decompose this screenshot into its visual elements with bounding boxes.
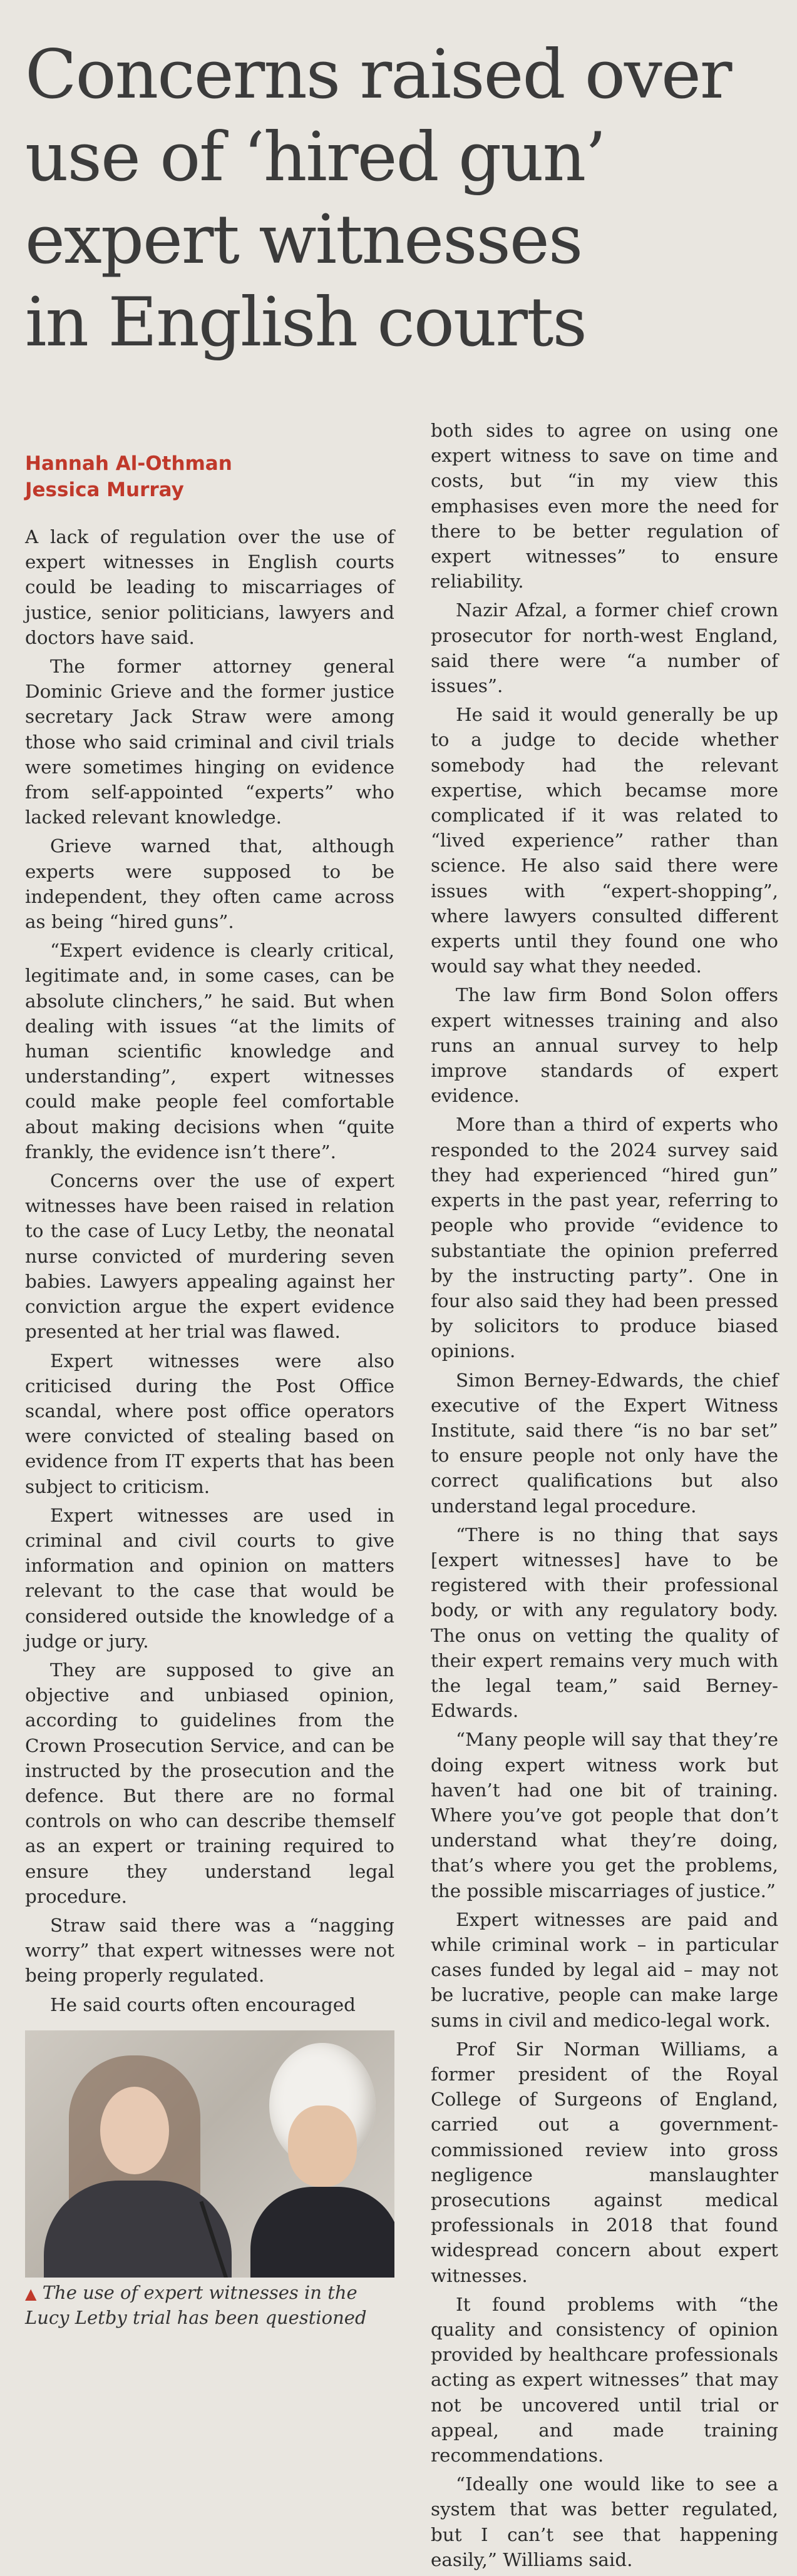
article-paragraph: The law firm Bond Solon offers expert witnesses training and also runs an annual survey to help improve standards of expert evidence. — [431, 984, 778, 1107]
headline — [25, 34, 779, 364]
article-column-right — [431, 418, 778, 2576]
article-paragraph: Nazir Afzal, a former chief crown prosecutor for north-west England, said there were “a number of issues”. — [431, 599, 778, 697]
article-paragraph: “Ideally one would like to see a system that was better regulated, but I can’t see that happening easily,” Williams said. — [431, 2473, 778, 2570]
article-paragraph: Expert witnesses are paid and while criminal work – in particular cases funded by legal aid – may not be lucrative, people can make large sums in civil and medico-legal work. — [431, 1908, 778, 2031]
article-paragraph: “Expert evidence is clearly critical, legitimate and, in some cases, can be absolute clinchers,” he said. But when dealing with issues “at the limits of human scientific knowledge and understanding”, expert witnesses could make people feel comfortable about making decisions when “quite frankly, the evidence isn’t there”. — [25, 940, 394, 1163]
court-sketch-image — [25, 2030, 394, 2278]
article-paragraph: Simon Berney-Edwards, the chief executive of the Expert Witness Institute, said there “is no bar set” to ensure people not only have the correct qualifications but also understand legal procedure. — [431, 1369, 778, 1517]
article-paragraph: Straw said there was a “nagging worry” that expert witnesses were not being properly regulated. — [25, 1914, 394, 1987]
headline-line: use of ‘hired gun’ — [25, 118, 605, 196]
article-paragraph: The former attorney general Dominic Grieve and the former justice secretary Jack Straw were among those who said criminal and civil trials were sometimes hinging on evidence from self-appointed “experts” who lacked relevant knowledge. — [25, 656, 394, 828]
headline-line: Concerns raised over — [25, 36, 731, 114]
article-paragraph: Grieve warned that, although experts were supposed to be independent, they often came across as being “hired guns”. — [25, 835, 394, 933]
article-paragraph: Prof Sir Norman Williams, a former president of the Royal College of Surgeons of England, carried out a government-commissioned review into gross negligence manslaughter prosecutions against medical professionals in 2018 that found widespread concern about expert witnesses. — [431, 2038, 778, 2286]
article-paragraph: They are supposed to give an objective and unbiased opinion, according to guidelines from the Crown Prosecution Service, and can be instructed by the prosecution and the defence. But there are no formal controls on who can describe themself as an expert or training required to ensure they understand legal procedure. — [25, 1659, 394, 1907]
byline — [25, 451, 394, 503]
caption-text: The use of expert witnesses in the Lucy Letby trial has been questioned — [25, 2282, 367, 2328]
author-name: Hannah Al-Othman — [25, 452, 232, 475]
sketch-judge-robe — [250, 2187, 394, 2278]
sketch-figure-face — [100, 2087, 169, 2174]
article-paragraph: “There is no thing that says [expert witnesses] have to be registered with their professional body, or with any regulatory body. The onus on vetting the quality of their expert remains very much with the legal team,” said Berney-Edwards. — [431, 1524, 778, 1722]
article-paragraph: Expert witnesses were also criticised during the Post Office scandal, where post office operators were convicted of stealing based on evidence from IT experts that has been subject to criticism. — [25, 1350, 394, 1497]
article-paragraph: More than a third of experts who responded to the 2024 survey said they had experienced “hired gun” experts in the past year, referring to people who provide “evidence to substantiate the opinion preferred by the instructing party”. One in four also said they had been pressed by solicitors to produce biased opinions. — [431, 1114, 778, 1362]
headline-line: expert witnesses — [25, 201, 582, 279]
sketch-judge-face — [288, 2105, 357, 2187]
article-paragraph: Expert witnesses are used in criminal and civil courts to give information and opinion on matters relevant to the case that would be considered outside the knowledge of a judge or jury. — [25, 1504, 394, 1652]
article-paragraph: both sides to agree on using one expert witness to save on time and costs, but “in my view this emphasises even more the need for there to be better regulation of expert witnesses” to ensure reliability. — [431, 420, 778, 593]
headline-line: in English courts — [25, 283, 586, 362]
article-paragraph: It found problems with “the quality and consistency of opinion provided by healthcare professionals acting as expert witnesses” that may not be uncovered until trial or appeal, and made training recommendations. — [431, 2293, 778, 2467]
caption-triangle-icon: ▲ — [25, 2285, 37, 2303]
article-paragraph: He said it would generally be up to a judge to decide whether somebody had the relevant expertise, which becamse more complicated if it was related to “lived experience” rather than science. He also said there were issues with “expert-shopping”, where lawyers consulted different experts until they found one who would say what they needed. — [431, 704, 778, 977]
image-caption — [25, 2281, 394, 2329]
article-paragraph: A lack of regulation over the use of expert witnesses in English courts could be leading to miscarriages of justice, senior politicians, lawyers and doctors have said. — [25, 526, 394, 648]
article-paragraph: Concerns over the use of expert witnesses have been raised in relation to the case of Lucy Letby, the neonatal nurse convicted of murdering seven babies. Lawyers appealing against her conviction argue the expert evidence presented at her trial was flawed. — [25, 1170, 394, 1343]
article-column-left — [25, 451, 394, 2021]
article-paragraph: “Many people will say that they’re doing expert witness work but haven’t had one bit of training. Where you’ve got people that don’t understand what they’re doing, that’s where you get the problems, the possible miscarriages of justice.” — [431, 1729, 778, 1901]
article-paragraph: He said courts often encouraged — [50, 1993, 356, 2015]
author-name: Jessica Murray — [25, 479, 184, 501]
